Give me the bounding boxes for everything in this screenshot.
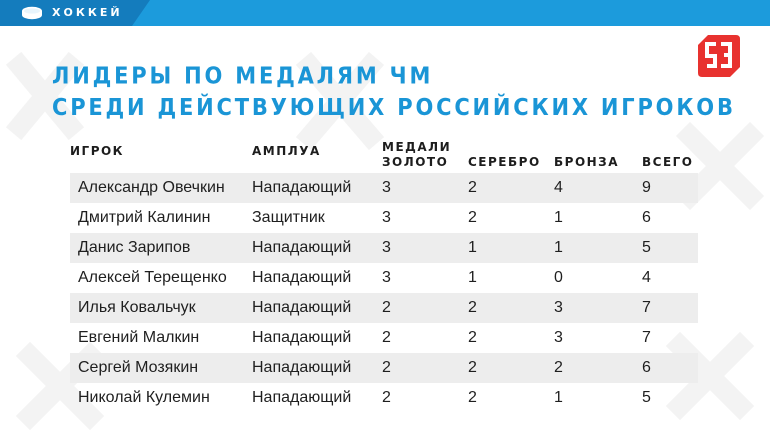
total-count: 7 — [642, 329, 651, 346]
section-label: ХОККЕЙ — [52, 6, 123, 19]
table-row — [70, 263, 698, 293]
bronze-count: 2 — [554, 359, 563, 376]
player-name: Сергей Мозякин — [78, 359, 199, 376]
bronze-count: 1 — [554, 389, 563, 406]
header-medals: МЕДАЛИ — [382, 140, 452, 154]
header-gold: ЗОЛОТО — [382, 155, 449, 169]
player-name: Николай Кулемин — [78, 389, 210, 406]
bronze-count: 1 — [554, 209, 563, 226]
bronze-count: 0 — [554, 269, 563, 286]
total-count: 6 — [642, 359, 651, 376]
table-row — [70, 293, 698, 323]
gold-count: 2 — [382, 329, 391, 346]
header-role: АМПЛУА — [252, 144, 321, 158]
total-count: 4 — [642, 269, 651, 286]
player-role: Нападающий — [252, 359, 352, 376]
silver-count: 2 — [468, 389, 477, 406]
total-count: 9 — [642, 179, 651, 196]
total-count: 5 — [642, 389, 651, 406]
player-name: Евгений Малкин — [78, 329, 200, 346]
table-row — [70, 323, 698, 353]
title-line-2: СРЕДИ ДЕЙСТВУЮЩИХ РОССИЙСКИХ ИГРОКОВ — [52, 93, 736, 121]
silver-count: 2 — [468, 329, 477, 346]
bronze-count: 3 — [554, 329, 563, 346]
gold-count: 3 — [382, 269, 391, 286]
silver-count: 2 — [468, 179, 477, 196]
player-role: Нападающий — [252, 329, 352, 346]
player-role: Нападающий — [252, 389, 352, 406]
table-row — [70, 173, 698, 203]
player-name: Алексей Терещенко — [78, 269, 227, 286]
gold-count: 3 — [382, 179, 391, 196]
player-name: Александр Овечкин — [78, 179, 225, 196]
gold-count: 2 — [382, 389, 391, 406]
bronze-count: 4 — [554, 179, 563, 196]
table-row — [70, 353, 698, 383]
gold-count: 2 — [382, 359, 391, 376]
medals-table — [70, 173, 698, 413]
header-bronze: БРОНЗА — [554, 155, 619, 169]
silver-count: 2 — [468, 209, 477, 226]
table-row — [70, 383, 698, 413]
page-title — [52, 60, 736, 123]
player-name: Илья Ковальчук — [78, 299, 196, 316]
header-silver: СЕРЕБРО — [468, 155, 541, 169]
gold-count: 3 — [382, 239, 391, 256]
top-bar — [0, 0, 770, 26]
gold-count: 2 — [382, 299, 391, 316]
header-player: ИГРОК — [70, 144, 124, 158]
player-name: Данис Зарипов — [78, 239, 191, 256]
player-role: Нападающий — [252, 299, 352, 316]
silver-count: 2 — [468, 359, 477, 376]
gold-count: 3 — [382, 209, 391, 226]
total-count: 7 — [642, 299, 651, 316]
title-line-1: ЛИДЕРЫ ПО МЕДАЛЯМ ЧМ — [52, 62, 434, 90]
table-row — [70, 233, 698, 263]
bronze-count: 1 — [554, 239, 563, 256]
player-role: Нападающий — [252, 179, 352, 196]
player-role: Нападающий — [252, 239, 352, 256]
total-count: 6 — [642, 209, 651, 226]
table-row — [70, 203, 698, 233]
silver-count: 1 — [468, 239, 477, 256]
hockey-puck-icon — [20, 6, 44, 20]
silver-count: 2 — [468, 299, 477, 316]
total-count: 5 — [642, 239, 651, 256]
silver-count: 1 — [468, 269, 477, 286]
player-role: Защитник — [252, 209, 325, 226]
player-name: Дмитрий Калинин — [78, 209, 211, 226]
player-role: Нападающий — [252, 269, 352, 286]
bronze-count: 3 — [554, 299, 563, 316]
header-total: ВСЕГО — [642, 155, 694, 169]
